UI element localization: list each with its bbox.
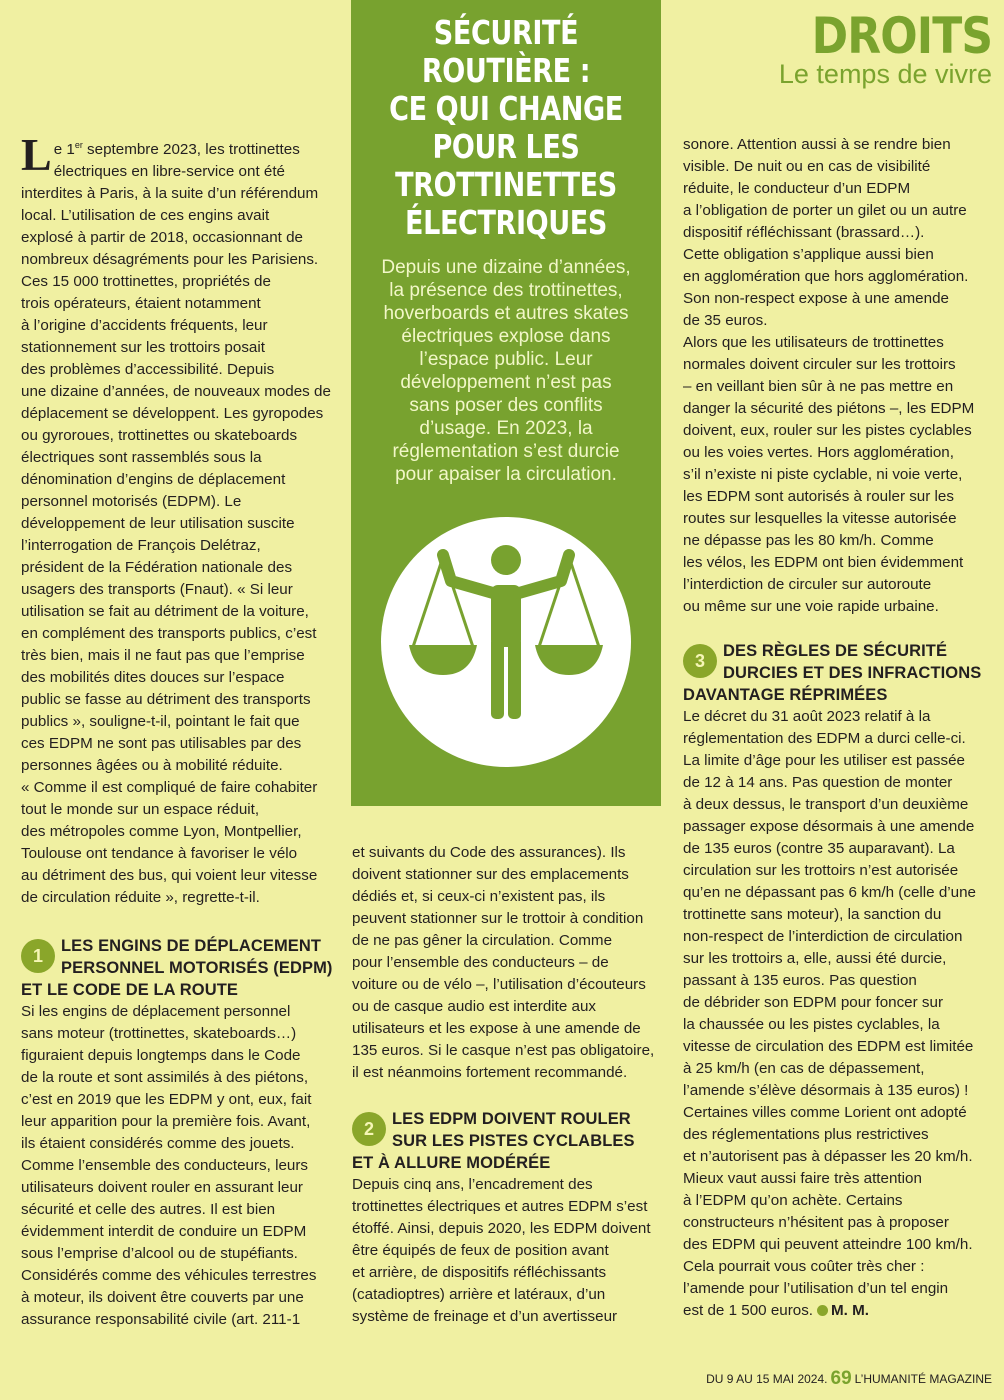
feature-title: SÉCURITÉ ROUTIÈRE : CE QUI CHANGE POUR LES TROTTINETTES ÉLECTRIQUES	[389, 13, 623, 242]
intro-body: électriques en libre-service ont été interdites à Paris, à la suite d’un référendum local. L’utilisation de ces engins avait explosé à partir de 2018, occasionnant de nombreux désagréments pour les Parisiens. Ces 15 000 trottinettes, propriétés de trois opérateurs, étaient notamment à l’origine d’accidents fréquents, leur stationnement sur les trottoirs posait des problèmes d’accessibilité. Depuis une dizaine d’années, de nouveaux modes de déplacement se développent. Les gyropodes ou gyroroues, trottinettes ou skateboards électriques sont rassemblés sous la dénomination d’engins de déplacement personnel motorisés (EDPM). Le développement de leur utilisation suscite l’interrogation de François Delétraz, président de la Fédération nationale des usagers des transports (Fnaut). « Si leur utilisation se fait au détriment de la voiture, en complément des transports publics, c’est très bien, mais il ne faut pas que l’emprise des mobilités dites douces sur l’espace public se fasse au détriment des transports publics », souligne-t-il, pointant le fait que ces EDPM ne sont pas utilisables par des personnes âgées ou à mobilité réduite. « Comme il est compliqué de faire cohabiter tout le monde sur un espace réduit, des métropoles comme Lyon, Montpellier, Toulouse ont tendance à favoriser le vélo au détriment des bus, qui voient leur vitesse de circulation réduite », regrette-t-il.	[21, 163, 331, 907]
section-2-title	[352, 1108, 664, 1174]
section-1-title	[21, 935, 336, 1001]
page-footer	[706, 1368, 992, 1390]
column-middle	[352, 842, 664, 1328]
author-signature: M. M.	[831, 1302, 869, 1319]
section-3-title-line1: DES RÈGLES DE SÉCURITÉ	[723, 642, 948, 660]
column-left	[21, 129, 336, 1331]
section-3-number: 3	[683, 644, 717, 678]
section-3-body-text: Le décret du 31 août 2023 relatif à la réglementation des EDPM a durci celle-ci. La limite d’âge pour les utiliser est passée de 12 à 14 ans. Pas question de monter à deux dessus, le transport d’un deuxième passager expose désormais à une amende de 135 euros (contre 35 auparavant). La circulation sur les trottoirs n’est autorisée qu’en ne dépassant pas 6 km/h (celle d’une trottinette sans moteur), la sanction du non-respect de l’interdiction de circulation sur les trottoirs a, elle, aussi été durcie, passant à 135 euros. Pas question de débrider son EDPM pour foncer sur la chaussée ou les pistes cyclables, la vitesse de circulation des EDPM est limitée à 25 km/h (en cas de dépassement, l’amende s’élève désormais à 135 euros) ! Certaines villes comme Lorient ont adopté des réglementations plus restrictives et n’autorisent pas à dépasser les 20 km/h. Mieux vaut aussi faire très attention à l’EDPM qu’on achète. Certains constructeurs n’hésitent pas à proposer des EDPM qui peuvent atteindre 100 km/h. Cela pourrait vous coûter très cher : l’amende pour l’utilisation d’un tel engin est de 1 500 euros.	[683, 708, 976, 1319]
section-2-body-continued: sonore. Attention aussi à se rendre bien visible. De nuit ou en cas de visibilité réduite, le conducteur d’un EDPM a l’obligation de porter un gilet ou un autre dispositif réfléchissant (brassard…). Cette obligation s’applique aussi bien en agglomération que hors agglomération. Son non-respect expose à une amende de 35 euros. Alors que les utilisateurs de trottinettes normales doivent circuler sur les trottoirs – en veillant bien sûr à ne pas mettre en danger la sécurité des piétons –, les EDPM doivent, eux, rouler sur les pistes cyclables ou les voies vertes. Hors agglomération, s’il n’existe ni piste cyclable, ni voie verte, les EDPM sont autorisés à rouler sur les routes sur lesquelles la vitesse autorisée ne dépasse pas les 80 km/h. Comme les vélos, les EDPM ont bien évidemment l’interdiction de circuler sur autoroute ou même sur une voie rapide urbaine.	[683, 136, 975, 615]
section-1-body: Si les engins de déplacement personnel sans moteur (trottinettes, skateboards…) figuraient depuis longtemps dans le Code de la route et sont assimilés à des piétons, c’est en 2019 que les EDPM y ont, eux, fait leur apparition pour la première fois. Avant, ils étaient considérés comme des jouets. Comme l’ensemble des conducteurs, leurs utilisateurs doivent rouler en assurant leur sécurité et celle des autres. Il est bien évidemment interdit de conduire un EDPM sous l’emprise d’alcool ou de stupéfiants. Considérés comme des véhicules terrestres à moteur, ils doivent être couverts par une assurance responsabilité civile (art. 211-1	[21, 1003, 317, 1329]
section-2-title-line3: ET À ALLURE MODÉRÉE	[352, 1154, 551, 1172]
section-3-title-line2: DURCIES ET DES INFRACTIONS	[723, 664, 982, 682]
intro-first-line: e 1	[53, 141, 75, 159]
section-2-title-line1: LES EDPM DOIVENT ROULER	[392, 1110, 631, 1128]
publication-name: L’HUMANITÉ MAGAZINE	[854, 1372, 992, 1386]
drop-cap: L	[21, 129, 52, 180]
section-1-title-line1: LES ENGINS DE DÉPLACEMENT	[61, 937, 322, 956]
section-1-title-line3: ET LE CODE DE LA ROUTE	[21, 981, 239, 1000]
section-2-title-line2: SUR LES PISTES CYCLABLES	[392, 1132, 635, 1150]
section-1-body-continued: et suivants du Code des assurances). Ils doivent stationner sur des emplacements dédiés et, si ceux-ci n’existent pas, ils peuvent stationner sur le trottoir à condition de ne pas gêner la circulation. Comme pour l’ensemble des conducteurs – de voiture ou de vélo –, l’utilisation d’écouteurs ou de casque audio est interdite aux utilisateurs et les expose à une amende de 135 euros. Si le casque n’est pas obligatoire, il est néanmoins fortement recommandé.	[352, 844, 655, 1081]
page-number: 69	[830, 1368, 852, 1389]
section-3-title-line3: DAVANTAGE RÉPRIMÉES	[683, 686, 888, 704]
section-1-title-line2: PERSONNEL MOTORISÉS (EDPM)	[61, 959, 333, 978]
rubric-title: DROITS	[811, 7, 992, 65]
intro-superscript: er	[74, 140, 83, 150]
section-1-number: 1	[21, 939, 55, 973]
feature-lead: Depuis une dizaine d’années, la présence des trottinettes, hoverboards et autres skates électriques explose dans l’espace public. Leur développement n’est pas sans poser des conflits d’usage. En 2023, la réglementation s’est durcie pour apaiser la circulation.	[381, 257, 631, 485]
section-2-number: 2	[352, 1112, 386, 1146]
person-scales-icon	[381, 517, 631, 767]
column-right	[683, 134, 983, 1322]
section-3-title	[683, 640, 983, 706]
section-3-heading	[683, 640, 983, 706]
feature-box	[351, 0, 661, 806]
issue-date: DU 9 AU 15 MAI 2024.	[706, 1372, 828, 1386]
intro-paragraph	[21, 129, 336, 909]
section-2-heading	[352, 1108, 664, 1174]
section-2-body: Depuis cinq ans, l’encadrement des trottinettes électriques et autres EDPM s’est étoffé. Ainsi, depuis 2020, les EDPM doivent être équipés de feux de position avant et arrière, de dispositifs réfléchissants (catadioptres) arrière et latéraux, d’un système de freinage et d’un avertisseur	[352, 1176, 651, 1325]
rubric-subtitle: Le temps de vivre	[778, 59, 992, 89]
signature-dot-icon	[817, 1305, 828, 1316]
section-3-body	[683, 706, 983, 1322]
intro-first-line-rest: septembre 2023, les trottinettes	[82, 141, 300, 159]
section-1-heading	[21, 935, 336, 1001]
